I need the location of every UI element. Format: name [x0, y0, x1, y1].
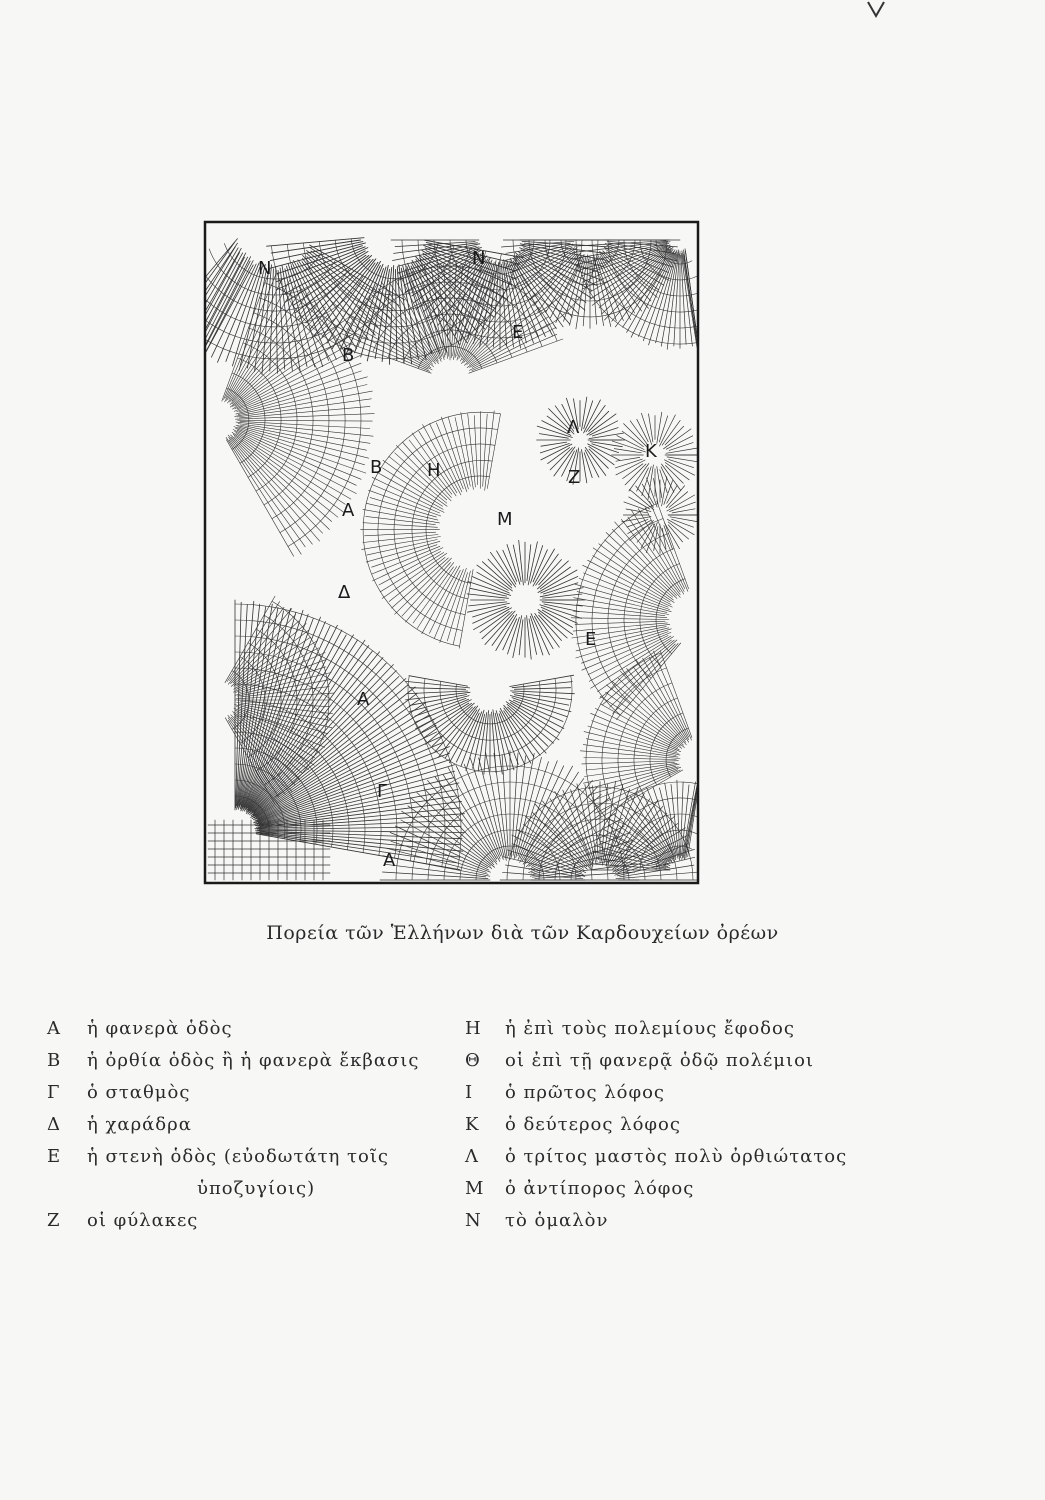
- hachure-stroke: [588, 767, 678, 796]
- legend-row: [465, 1018, 965, 1050]
- hachure-stroke: [477, 572, 508, 590]
- hachure-stroke: [606, 533, 677, 599]
- legend-text: ὁ δεύτερος λόφος: [505, 1114, 681, 1135]
- hachure-stroke: [509, 700, 564, 729]
- map-label-k: K: [645, 441, 657, 462]
- hachure-stroke: [576, 605, 664, 616]
- hachure-stroke: [542, 610, 573, 628]
- hachure-stroke: [425, 703, 474, 744]
- map-label-n-left: N: [258, 258, 272, 279]
- legend-left-column: [47, 1018, 467, 1242]
- legend-text: ἡ στενὴ ὁδὸς (εὐοδωτάτη τοῖς: [87, 1146, 389, 1167]
- hachure-stroke: [238, 420, 373, 421]
- hachure-stroke: [236, 434, 345, 505]
- legend-row: [47, 1082, 467, 1114]
- legend-key: Μ: [465, 1178, 484, 1199]
- hachure-stroke: [616, 457, 640, 461]
- hachure-stroke: [641, 413, 651, 444]
- map-label-n-right: N: [472, 248, 486, 269]
- hachure-stroke: [519, 540, 524, 585]
- hachure-stroke: [575, 621, 665, 624]
- legend-row: [465, 1210, 965, 1242]
- hachure-stroke: [415, 698, 466, 716]
- hachure-stroke: [513, 616, 522, 658]
- legend-row: [47, 1050, 467, 1082]
- map-label-e-lower: E: [585, 629, 597, 650]
- legend-text: οἱ φύλακες: [87, 1210, 199, 1231]
- hachure-stroke: [510, 703, 559, 733]
- map-label-b-upper: B: [342, 345, 355, 366]
- hachure-stroke: [582, 450, 587, 483]
- legend-row: [465, 1114, 965, 1146]
- hachure-stroke: [584, 758, 676, 760]
- hachure-stroke: [234, 630, 309, 686]
- hachure-stroke: [600, 704, 678, 748]
- legend-text: ὁ τρίτος μαστὸς πολὺ ὀρθιώτατος: [505, 1146, 848, 1167]
- map-label-a-middle: A: [357, 689, 370, 710]
- map-label-h: H: [427, 460, 441, 481]
- hachure-stroke: [256, 715, 428, 817]
- hachure-stroke: [622, 517, 651, 522]
- hachure-stroke: [206, 253, 246, 328]
- hachure-stroke: [443, 774, 497, 859]
- hachure-stroke: [612, 441, 645, 452]
- hachure-stroke: [366, 541, 440, 562]
- hachure-stroke: [206, 257, 245, 331]
- hachure-stroke: [670, 517, 697, 522]
- legend-row: [47, 1210, 467, 1242]
- hachure-stroke: [654, 478, 659, 504]
- hachure-stroke: [228, 435, 320, 541]
- legend-row: [465, 1178, 965, 1210]
- legend-row: [47, 1146, 467, 1178]
- legend-row-continuation: [47, 1178, 467, 1210]
- legend-key: Θ: [465, 1050, 480, 1071]
- hachure-stroke: [455, 418, 470, 487]
- hachure-stroke: [589, 433, 623, 439]
- hachure-stroke: [392, 558, 449, 608]
- hachure-stroke: [485, 411, 495, 491]
- hachure-stroke: [391, 841, 486, 872]
- hachure-stroke: [396, 269, 397, 360]
- hachure-stroke: [482, 612, 512, 639]
- legend-row: [47, 1018, 467, 1050]
- legend-text: οἱ ἐπὶ τῇ φανερᾷ ὁδῷ πολέμιοι: [505, 1050, 814, 1071]
- legend-row: [47, 1114, 467, 1146]
- hachure-stroke: [306, 260, 370, 323]
- hachure-stroke: [358, 305, 434, 367]
- hachure-stroke: [413, 567, 453, 623]
- legend-key: Ν: [465, 1210, 481, 1231]
- hachure-stroke: [577, 592, 667, 613]
- hachure-stroke: [586, 739, 676, 756]
- hachure-stroke: [610, 644, 676, 707]
- legend-text: ἡ χαράδρα: [87, 1114, 192, 1135]
- hachure-stroke: [235, 343, 355, 409]
- hachure-stroke: [584, 763, 677, 776]
- hachure-stroke: [255, 736, 443, 821]
- hachure-stroke: [595, 708, 679, 749]
- hachure-stroke: [624, 502, 651, 512]
- hachure-stroke: [657, 467, 662, 498]
- hachure-stroke: [206, 257, 251, 344]
- hachure-stroke: [229, 437, 313, 544]
- hachure-stroke: [527, 616, 532, 660]
- hachure-stroke: [612, 681, 683, 745]
- hachure-stroke: [478, 713, 487, 772]
- hachure-stroke: [532, 813, 616, 866]
- hachure-stroke: [396, 445, 451, 500]
- hachure-stroke: [539, 434, 568, 439]
- corner-mark: [868, 2, 884, 16]
- hachure-stroke: [528, 542, 537, 585]
- map-label-gamma: Γ: [377, 781, 388, 802]
- hachure-stroke: [231, 435, 330, 530]
- hachure-stroke: [600, 251, 649, 308]
- hachure-stroke: [409, 688, 465, 690]
- map-label-lambda: Λ: [567, 417, 580, 438]
- hachure-stroke: [622, 431, 643, 447]
- legend-key: Ζ: [47, 1210, 60, 1231]
- hachure-stroke: [588, 726, 679, 753]
- hachure-stroke: [365, 532, 436, 536]
- hachure-stroke: [285, 252, 368, 302]
- hachure-stroke: [540, 588, 583, 597]
- legend-text: τὸ ὁμαλὸν: [505, 1210, 609, 1231]
- hachure-stroke: [258, 833, 460, 857]
- hachure-stroke: [496, 614, 517, 650]
- hachure-stroke: [378, 289, 435, 362]
- hachure-stroke: [590, 442, 622, 447]
- legend-key: Δ: [47, 1114, 60, 1135]
- hachure-stroke: [327, 262, 378, 343]
- legend-text: ὁ ἀντίπορος λόφος: [505, 1178, 695, 1199]
- hachure-stroke: [456, 765, 500, 859]
- legend-key: Λ: [465, 1146, 478, 1167]
- hachure-stroke: [367, 540, 438, 556]
- map-caption: Πορεία τῶν Ἑλλήνων διὰ τῶν Καρδουχείων ὀρέων: [266, 922, 779, 944]
- map-label-m: M: [497, 509, 513, 530]
- hachure-stroke: [466, 710, 484, 770]
- legend-text: ὑποζυγίοις): [197, 1178, 316, 1199]
- hachure-stroke: [470, 317, 549, 368]
- hachure-stroke: [514, 688, 570, 690]
- legend-key: Κ: [465, 1114, 479, 1135]
- map-label-e-upper: E: [512, 322, 524, 343]
- hachure-stroke: [235, 431, 351, 499]
- hachure-stroke: [624, 424, 648, 448]
- hachure-stroke: [407, 691, 468, 694]
- hachure-stroke: [496, 711, 514, 770]
- hachure-stroke: [580, 751, 680, 759]
- hachure-stroke: [682, 251, 697, 347]
- hachure-stroke: [643, 658, 689, 739]
- hachure-stroke: [537, 561, 568, 589]
- hachure-stroke: [449, 709, 479, 763]
- legend-text: ἡ φανερὰ ὁδὸς: [87, 1018, 233, 1039]
- hachure-stroke: [256, 725, 437, 819]
- map-label-delta: Δ: [338, 582, 351, 603]
- hachure-stroke: [238, 385, 367, 415]
- hachure-stroke: [593, 786, 599, 860]
- hachure-stroke: [618, 678, 683, 743]
- map-label-z: Z: [568, 467, 581, 488]
- hachure-stroke: [592, 260, 597, 324]
- hachure-stroke: [236, 425, 369, 458]
- hachure-stroke: [240, 421, 370, 428]
- legend-key: Ε: [47, 1146, 61, 1167]
- hachure-stroke: [612, 529, 676, 596]
- hachure-stroke: [540, 444, 569, 453]
- hachure-stroke: [583, 565, 673, 607]
- legend-text: ὁ σταθμὸς: [87, 1082, 191, 1103]
- hachure-stroke: [229, 440, 305, 547]
- legend-key: Β: [47, 1050, 61, 1071]
- hachure-stroke: [474, 416, 477, 485]
- hachure-stroke: [512, 698, 567, 717]
- hachure-stroke: [582, 397, 587, 430]
- hachure-stroke: [649, 250, 677, 345]
- hachure-stroke: [229, 291, 301, 400]
- legend-right-column: [465, 1018, 965, 1242]
- map-label-b-lower: B: [370, 457, 383, 478]
- legend-text: ἡ ὀρθία ὁδὸς ἢ ἡ φανερὰ ἔκβασις: [87, 1050, 420, 1071]
- legend-key: Γ: [47, 1082, 60, 1103]
- hachure-stroke: [647, 478, 658, 507]
- hachure-stroke: [226, 440, 293, 557]
- hachure-stroke: [606, 685, 684, 748]
- hachure-stroke: [657, 412, 662, 443]
- hachure-stroke: [542, 602, 582, 606]
- hachure-stroke: [373, 548, 443, 581]
- legend-key: Η: [465, 1018, 481, 1039]
- hachure-stroke: [236, 422, 373, 436]
- map-label-a-lower: A: [383, 850, 396, 871]
- legend-key: Ι: [465, 1082, 473, 1103]
- legend-row: [465, 1050, 965, 1082]
- hachure-stroke: [662, 477, 667, 506]
- legend-text: ἡ ἐπὶ τοὺς πολεμίους ἔφοδος: [505, 1018, 795, 1039]
- hachure-stroke: [238, 424, 370, 444]
- hachure-stroke: [571, 618, 669, 620]
- legend-row: [465, 1146, 965, 1178]
- hachure-stroke: [617, 436, 644, 450]
- legend-row: [465, 1082, 965, 1114]
- terrain-hachures: [149, 238, 732, 880]
- contour-arc: [608, 534, 669, 691]
- hachure-stroke: [387, 848, 488, 874]
- hachure-stroke: [231, 437, 322, 533]
- hachure-stroke: [666, 448, 697, 453]
- hachure-stroke: [467, 603, 509, 612]
- hachure-stroke: [399, 272, 442, 361]
- hachure-stroke: [631, 510, 683, 594]
- legend-text: ὁ πρῶτος λόφος: [505, 1082, 666, 1103]
- hachure-stroke: [575, 584, 671, 612]
- hachure-stroke: [467, 594, 509, 598]
- map-label-a-upper: A: [342, 500, 355, 521]
- legend-key: Α: [47, 1018, 60, 1039]
- hachure-stroke: [667, 457, 697, 462]
